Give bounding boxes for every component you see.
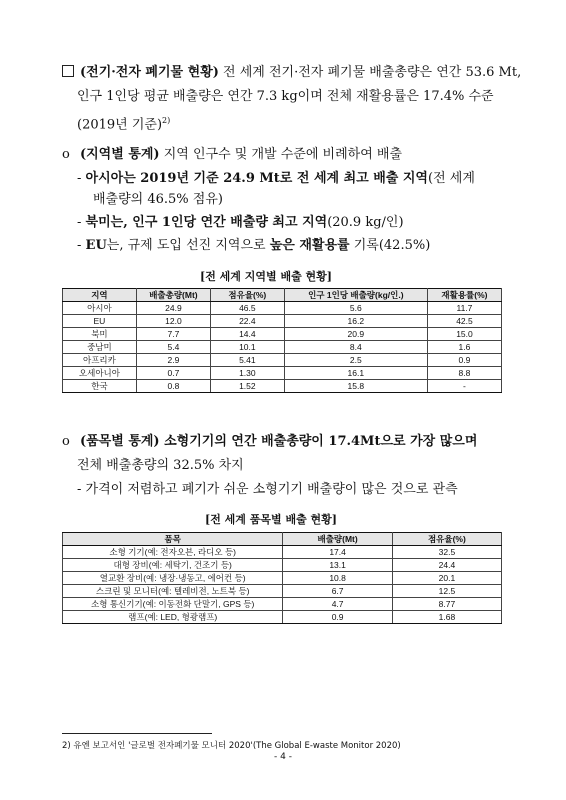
table-cell: EU [63, 315, 137, 328]
table-header-row [63, 289, 502, 302]
intro-line-3-text: (2019년 기준) [77, 117, 163, 133]
items-line-2: 전체 배출총량의 32.5% 차지 [77, 458, 244, 473]
regional-heading-line [62, 145, 402, 165]
table-cell: 20.1 [392, 572, 501, 585]
table-header-row [63, 533, 502, 546]
table-cell: 스크린 및 모니터(예: 텔레비전, 노트북 등) [63, 585, 283, 598]
table-cell: 대형 장비(예: 세탁기, 건조기 등) [63, 559, 283, 572]
regional-item-asia-cont: 배출량의 46.5% 점유) [93, 192, 223, 207]
table-cell: 소형 통신기기(예: 이동전화 단말기, GPS 등) [63, 598, 283, 611]
items-heading: (품목별 통계) [79, 434, 160, 449]
table-cell: 16.1 [284, 367, 427, 380]
regional-item-namerica-bold: 북미는, 인구 1인당 연간 배출량 최고 지역 [85, 215, 328, 230]
regional-item-eu [77, 236, 430, 256]
regional-item-namerica [77, 213, 404, 233]
items-heading-line [62, 432, 477, 452]
list-dash: - [77, 171, 86, 186]
table-row [63, 328, 502, 341]
table-cell: 10.1 [210, 341, 284, 354]
table-header-cell: 재활용률(%) [427, 289, 501, 302]
page-number: - 4 - [274, 752, 292, 762]
items-heading-text: 소형기기의 연간 배출총량이 17.4Mt으로 가장 많으며 [159, 434, 478, 449]
table-cell: 한국 [63, 380, 137, 393]
table-cell: 오세아니아 [63, 367, 137, 380]
table-cell: 북미 [63, 328, 137, 341]
table-cell: 아시아 [63, 302, 137, 315]
table-cell: 42.5 [427, 315, 501, 328]
table-cell: 7.7 [136, 328, 210, 341]
table-row [63, 302, 502, 315]
list-dash: - [77, 238, 86, 253]
regional-item-asia [77, 169, 475, 189]
list-dash: - [77, 215, 86, 230]
table-cell: 8.4 [284, 341, 427, 354]
table-row [63, 341, 502, 354]
table-header-cell: 점유율(%) [392, 533, 501, 546]
table-cell: 8.77 [392, 598, 501, 611]
table-cell: 24.9 [136, 302, 210, 315]
table-cell: 22.4 [210, 315, 284, 328]
table-row [63, 367, 502, 380]
footnote: 2) 유엔 보고서인 '글로벌 전자폐기물 모니터 2020'(The Global E-waste Monitor 2020) [62, 741, 401, 751]
regional-item-eu-rest: 는, 규제 도입 선진 지역으로 [106, 238, 270, 253]
regional-item-eu-rest2: 기록(42.5%) [349, 238, 431, 253]
table-row [63, 546, 502, 559]
regional-table [62, 288, 502, 393]
items-bullet: o [62, 434, 70, 449]
table-cell: 12.5 [392, 585, 501, 598]
table-cell: 15.0 [427, 328, 501, 341]
table-cell: 15.8 [284, 380, 427, 393]
footnote-ref: 2) [162, 116, 171, 125]
table-cell: 13.1 [283, 559, 392, 572]
table-cell: 5.41 [210, 354, 284, 367]
table-cell: 0.9 [427, 354, 501, 367]
table-cell: 17.4 [283, 546, 392, 559]
table-row [63, 585, 502, 598]
items-table [62, 532, 502, 624]
regional-bullet: o [62, 147, 70, 162]
table-cell: 0.7 [136, 367, 210, 380]
footnote-divider [62, 733, 212, 734]
table-cell: 2.5 [284, 354, 427, 367]
table-cell: 0.8 [136, 380, 210, 393]
regional-item-eu-bold: EU [85, 238, 107, 253]
table-cell: 램프(예: LED, 형광램프) [63, 611, 283, 624]
table-header-cell: 지역 [63, 289, 137, 302]
table-cell: 6.7 [283, 585, 392, 598]
intro-line-2: 인구 1인당 평균 배출량은 연간 7.3 kg이며 전체 재활용률은 17.4% 수준 [77, 89, 494, 104]
table-cell: 열교환 장비(예: 냉장·냉동고, 에어컨 등) [63, 572, 283, 585]
square-bullet-icon [62, 65, 74, 77]
table-header-cell: 배출총량(Mt) [136, 289, 210, 302]
table-cell: 4.7 [283, 598, 392, 611]
table-row [63, 559, 502, 572]
table-cell: 14.4 [210, 328, 284, 341]
table-row [63, 315, 502, 328]
table-cell: 24.4 [392, 559, 501, 572]
table-cell: 8.8 [427, 367, 501, 380]
regional-table-caption: [전 세계 지역별 배출 현황] [200, 270, 332, 283]
items-table-caption: [전 세계 품목별 배출 현황] [205, 513, 337, 526]
regional-item-asia-rest: (전 세계 [428, 171, 475, 186]
items-sub: - 가격이 저렴하고 폐기가 쉬운 소형기기 배출량이 많은 것으로 관측 [77, 482, 458, 497]
table-header-cell: 인구 1인당 배출량(kg/인.) [284, 289, 427, 302]
table-row [63, 354, 502, 367]
intro-line-1 [62, 63, 521, 83]
table-cell: 5.6 [284, 302, 427, 315]
table-cell: 중남미 [63, 341, 137, 354]
table-cell: 12.0 [136, 315, 210, 328]
table-cell: 32.5 [392, 546, 501, 559]
table-header-cell: 품목 [63, 533, 283, 546]
table-header-cell: 배출량(Mt) [283, 533, 392, 546]
table-cell: 2.9 [136, 354, 210, 367]
table-cell: 1.52 [210, 380, 284, 393]
table-cell: 1.6 [427, 341, 501, 354]
table-cell: 20.9 [284, 328, 427, 341]
regional-item-namerica-rest: (20.9 kg/인) [327, 215, 404, 230]
table-cell: 16.2 [284, 315, 427, 328]
table-cell: - [427, 380, 501, 393]
table-cell: 11.7 [427, 302, 501, 315]
table-cell: 0.9 [283, 611, 392, 624]
regional-heading-text: 지역 인구수 및 개발 수준에 비례하여 배출 [159, 147, 403, 162]
table-cell: 10.8 [283, 572, 392, 585]
table-cell: 1.68 [392, 611, 501, 624]
table-cell: 5.4 [136, 341, 210, 354]
table-cell: 1.30 [210, 367, 284, 380]
table-row [63, 380, 502, 393]
table-cell: 아프리카 [63, 354, 137, 367]
regional-heading: (지역별 통계) [79, 147, 160, 162]
regional-item-asia-bold: 아시아는 2019년 기준 24.9 Mt로 전 세계 최고 배출 지역 [85, 171, 428, 186]
table-cell: 소형 기기(예: 전자오븐, 라디오 등) [63, 546, 283, 559]
intro-heading: (전기·전자 폐기물 현황) [80, 65, 219, 80]
table-row [63, 611, 502, 624]
intro-line-3 [77, 111, 170, 135]
table-row [63, 572, 502, 585]
regional-item-eu-bold2: 높은 재활용률 [269, 238, 350, 253]
table-cell: 46.5 [210, 302, 284, 315]
table-row [63, 598, 502, 611]
intro-line-1-text: 전 세계 전기·전자 폐기물 배출총량은 연간 53.6 Mt, [218, 65, 522, 80]
table-header-cell: 점유율(%) [210, 289, 284, 302]
